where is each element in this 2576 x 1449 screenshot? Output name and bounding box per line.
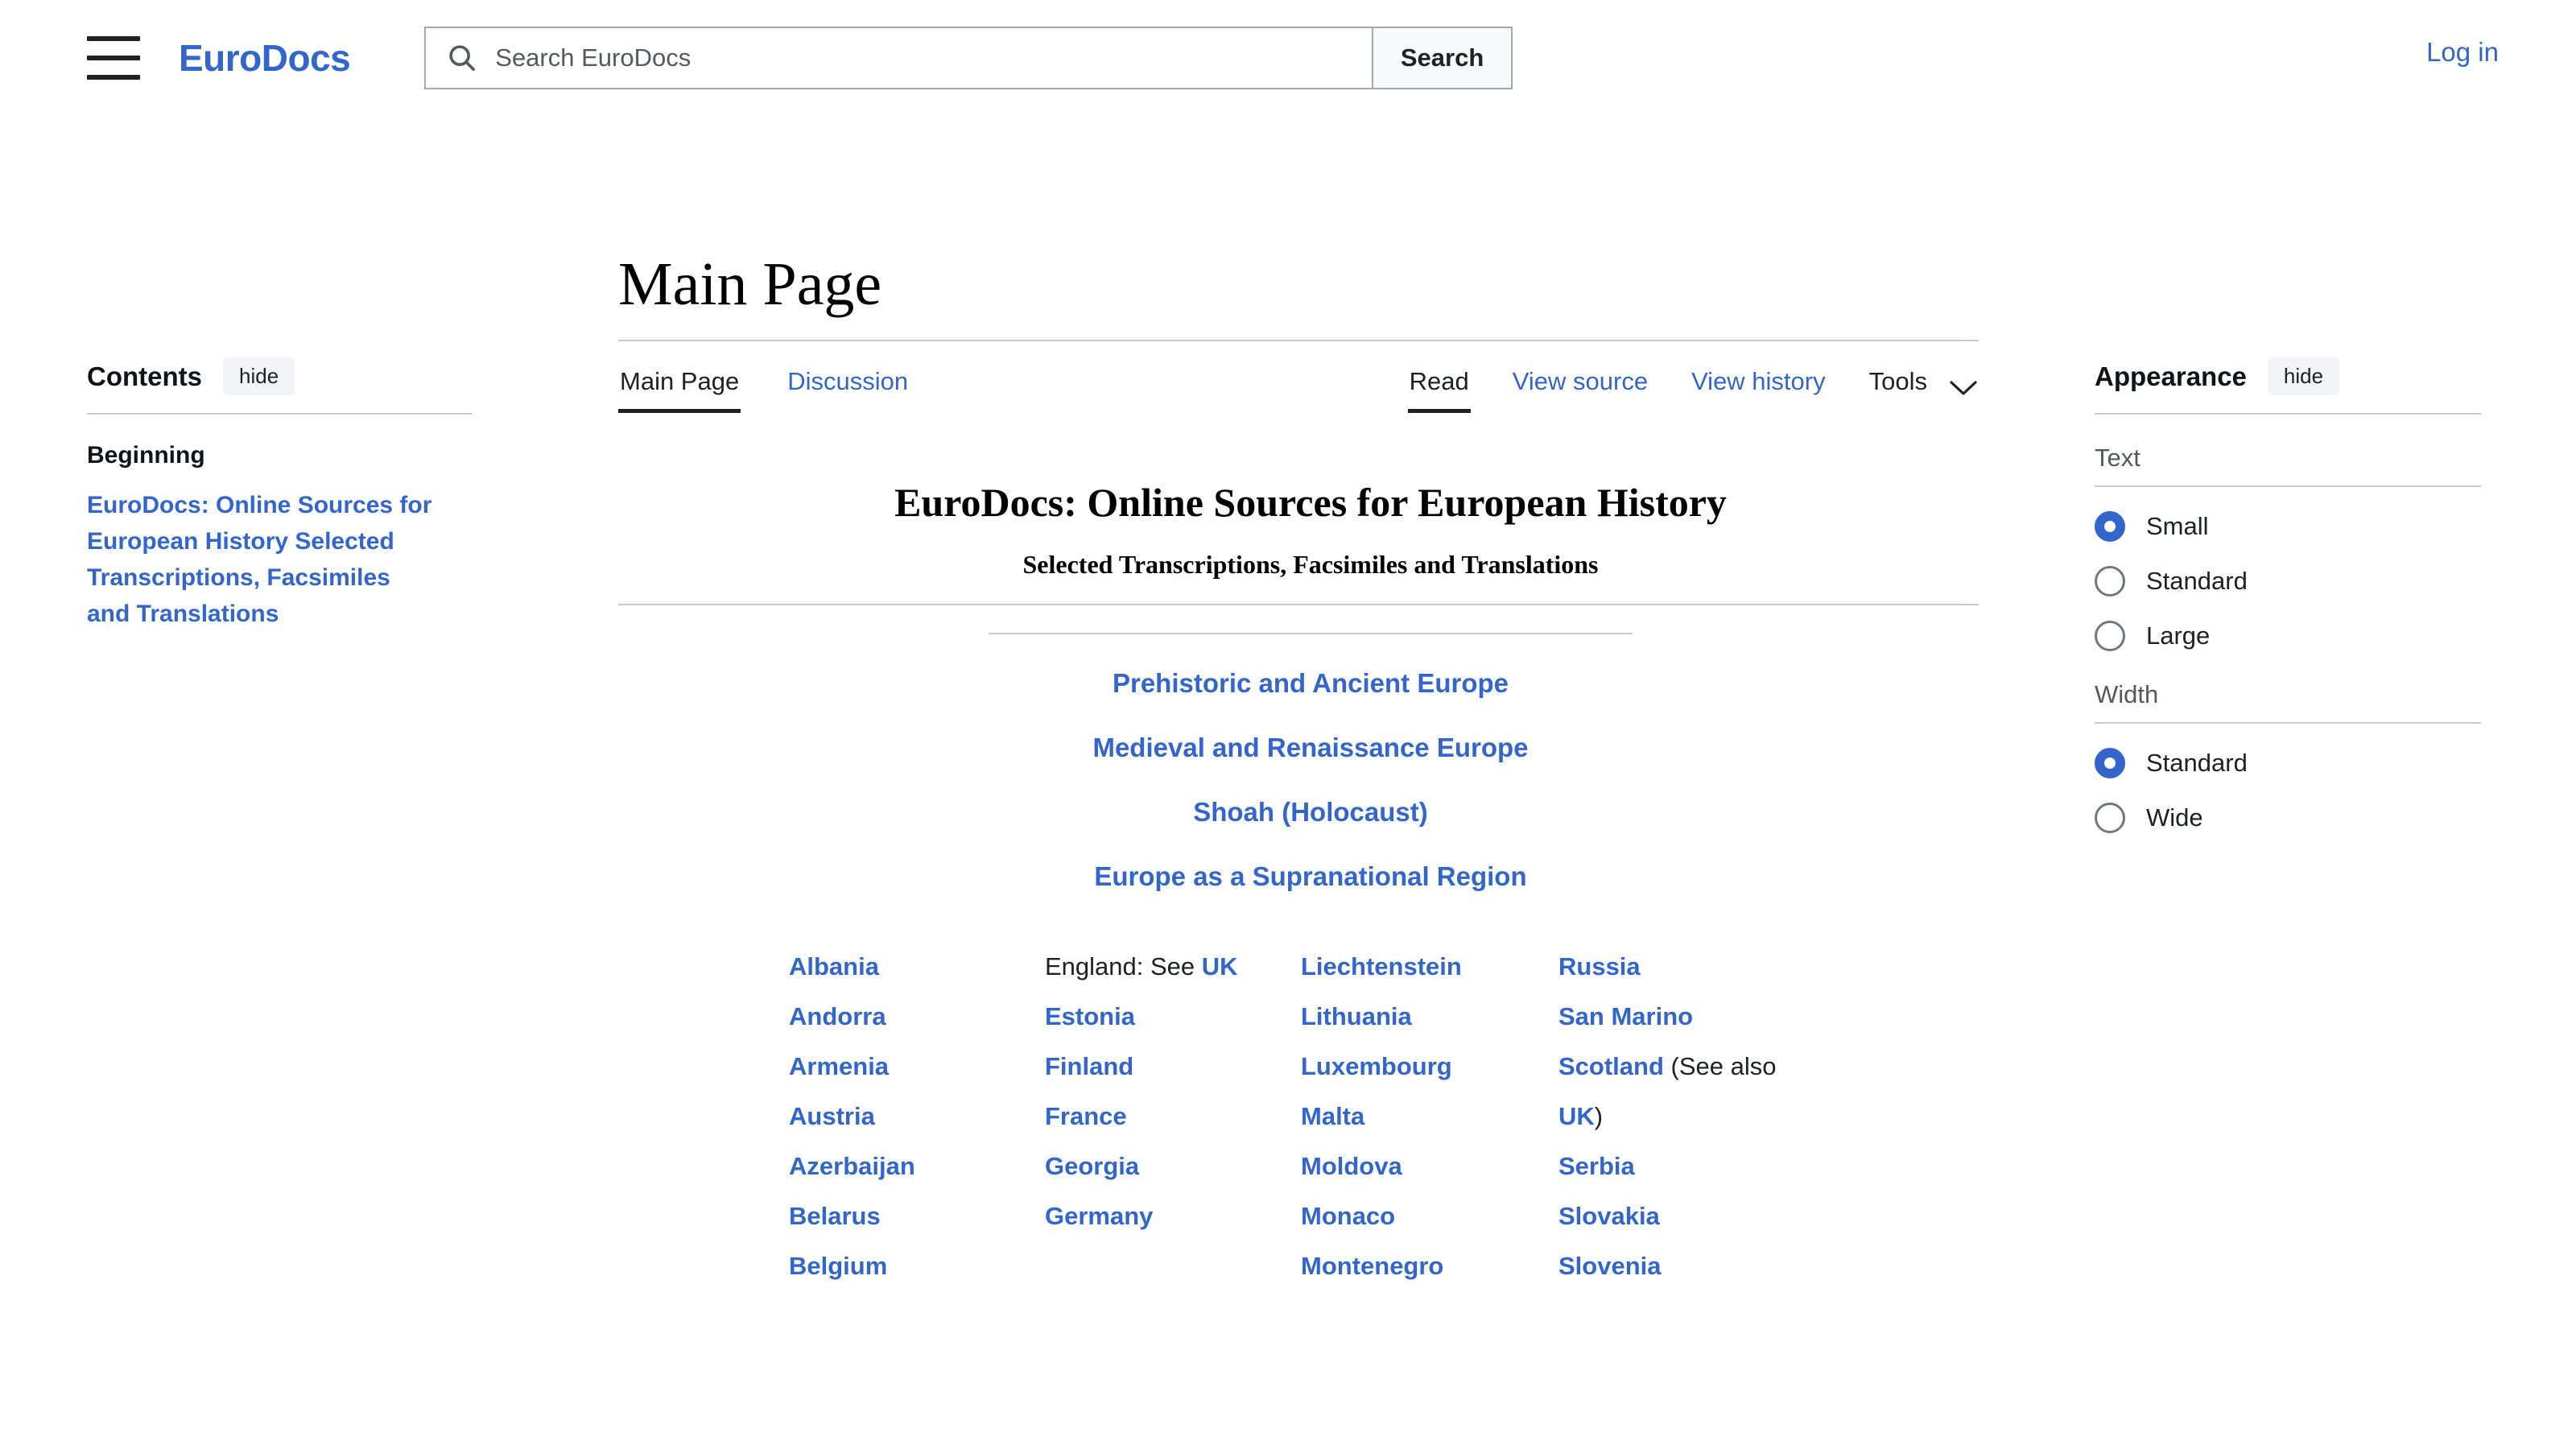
country-item: [1558, 1141, 1816, 1191]
toc-section-beginning: Beginning: [87, 442, 205, 469]
radio-icon-standard[interactable]: [2095, 566, 2125, 597]
hamburger-bar: [87, 36, 140, 41]
country-link-azerbaijan[interactable]: Azerbaijan: [789, 1151, 915, 1180]
tab-discussion[interactable]: Discussion: [787, 366, 909, 395]
country-item: [1301, 1141, 1558, 1191]
text-size-option-standard[interactable]: [2095, 566, 2576, 597]
country-link-luxembourg[interactable]: Luxembourg: [1301, 1051, 1452, 1080]
country-item: [1301, 1042, 1558, 1092]
appearance-sidebar: [2095, 116, 2576, 833]
country-item: [1045, 1191, 1301, 1241]
tools-label: Tools: [1868, 366, 1927, 395]
contents-title: Contents: [87, 361, 202, 391]
country-link-moldova[interactable]: Moldova: [1301, 1151, 1402, 1180]
country-item: [1301, 1191, 1558, 1241]
country-link-liechtenstein[interactable]: Liechtenstein: [1301, 952, 1462, 980]
text-size-option-large[interactable]: [2095, 621, 2576, 651]
radio-icon-large[interactable]: [2095, 621, 2125, 651]
width-label-wide: Wide: [2146, 803, 2203, 832]
country-link-montenegro[interactable]: Montenegro: [1301, 1251, 1444, 1280]
width-label-standard: Standard: [2146, 749, 2248, 777]
article-heading: EuroDocs: Online Sources for European History: [894, 479, 1727, 525]
width-group-label: Width: [2095, 680, 2159, 708]
country-link-estonia[interactable]: Estonia: [1045, 1001, 1135, 1030]
england-note: England: See: [1045, 952, 1195, 980]
country-item: [1301, 942, 1558, 992]
tools-menu-button[interactable]: [1868, 349, 1979, 409]
contents-hide-button[interactable]: hide: [223, 357, 295, 395]
main-content: [618, 116, 2003, 1291]
country-item: [1301, 1241, 1558, 1291]
appearance-title: Appearance: [2095, 361, 2247, 391]
country-link-monaco[interactable]: Monaco: [1301, 1201, 1396, 1230]
scotland-note: (See also: [1663, 1051, 1777, 1080]
search-button[interactable]: Search: [1372, 27, 1513, 89]
country-item-england: [1045, 942, 1301, 992]
title-divider: [618, 340, 1979, 341]
radio-icon-width-standard[interactable]: [2095, 748, 2125, 778]
toc-link-eurodocs[interactable]: EuroDocs: Online Sources for European History Selected Transcriptions, Facsimiles and Translations: [87, 492, 432, 627]
width-option-wide[interactable]: [2095, 803, 2576, 833]
country-item: [789, 1042, 1045, 1092]
page-title: Main Page: [618, 250, 882, 318]
search-icon: [447, 43, 477, 73]
hamburger-bar: [87, 75, 140, 80]
country-link-uk[interactable]: UK: [1201, 952, 1238, 980]
width-divider: [2095, 722, 2481, 724]
scotland-note-end: ): [1594, 1101, 1604, 1130]
country-item: [1045, 1092, 1301, 1141]
tab-bar: [618, 349, 1979, 413]
country-link-france[interactable]: France: [1045, 1101, 1127, 1130]
country-item: [789, 942, 1045, 992]
country-item: [1045, 992, 1301, 1042]
tab-main-page[interactable]: Main Page: [618, 349, 741, 413]
namespace-tabs: [618, 349, 910, 413]
country-link-malta[interactable]: Malta: [1301, 1101, 1365, 1130]
country-link-belarus[interactable]: Belarus: [789, 1201, 881, 1230]
search-form: [424, 27, 1513, 89]
tab-read[interactable]: Read: [1408, 349, 1471, 413]
country-item: [1558, 942, 1816, 992]
contents-header: [87, 357, 554, 413]
site-header: [0, 0, 2576, 116]
article-divider: [618, 604, 1979, 605]
country-item: [789, 992, 1045, 1042]
search-input[interactable]: [493, 43, 1372, 73]
country-item: [1301, 992, 1558, 1042]
country-link-lithuania[interactable]: Lithuania: [1301, 1001, 1412, 1030]
text-size-label-large: Large: [2146, 621, 2211, 650]
width-option-standard[interactable]: [2095, 748, 2576, 778]
chevron-down-icon: [1950, 374, 1977, 390]
section-divider: [989, 633, 1633, 634]
country-link-belgium[interactable]: Belgium: [789, 1251, 888, 1280]
country-link-albania[interactable]: Albania: [789, 952, 879, 980]
contents-sidebar: [87, 116, 554, 632]
country-column-2: [1045, 942, 1301, 1291]
page-layout: [0, 116, 2576, 1291]
login-link[interactable]: Log in: [2426, 37, 2499, 67]
country-item: [1558, 1191, 1816, 1241]
country-item: [789, 1191, 1045, 1241]
country-item-scotland: [1558, 1042, 1816, 1141]
section-link-supranational[interactable]: Europe as a Supranational Region: [1094, 861, 1527, 891]
country-link-andorra[interactable]: Andorra: [789, 1001, 886, 1030]
section-link-prehistoric[interactable]: Prehistoric and Ancient Europe: [1112, 667, 1509, 698]
country-item: [1045, 1042, 1301, 1092]
country-item: [1558, 992, 1816, 1042]
radio-icon-small[interactable]: [2095, 511, 2125, 542]
country-link-slovenia[interactable]: Slovenia: [1558, 1251, 1662, 1280]
hamburger-icon[interactable]: [87, 36, 140, 80]
country-link-georgia[interactable]: Georgia: [1045, 1151, 1140, 1180]
site-logo[interactable]: EuroDocs: [179, 37, 351, 79]
text-size-label-standard: Standard: [2146, 567, 2248, 595]
country-item: [789, 1092, 1045, 1141]
country-link-scotland[interactable]: Scotland: [1558, 1051, 1664, 1080]
country-link-slovakia[interactable]: Slovakia: [1558, 1201, 1660, 1230]
text-size-divider: [2095, 485, 2481, 487]
view-tabs: [1408, 349, 1979, 413]
hamburger-bar: [87, 56, 140, 60]
country-item: [1558, 1241, 1816, 1291]
country-link-finland[interactable]: Finland: [1045, 1051, 1134, 1080]
country-link-uk-scotland[interactable]: UK: [1558, 1101, 1595, 1130]
appearance-divider: [2095, 413, 2481, 415]
appearance-header: [2095, 357, 2576, 413]
country-column-3: [1301, 942, 1558, 1291]
country-item: [789, 1241, 1045, 1291]
text-size-option-small[interactable]: [2095, 511, 2576, 542]
country-link-armenia[interactable]: Armenia: [789, 1051, 890, 1080]
tab-view-source[interactable]: View source: [1512, 366, 1649, 395]
section-link-shoah[interactable]: Shoah (Holocaust): [1193, 796, 1428, 827]
contents-divider: [87, 413, 472, 415]
tab-view-history[interactable]: View history: [1691, 366, 1826, 395]
section-link-medieval[interactable]: Medieval and Renaissance Europe: [1092, 732, 1529, 762]
country-item: [1301, 1092, 1558, 1141]
text-size-label-small: Small: [2146, 512, 2209, 540]
country-columns: [618, 942, 2003, 1291]
appearance-hide-button[interactable]: hide: [2268, 357, 2339, 395]
country-link-serbia[interactable]: Serbia: [1558, 1151, 1635, 1180]
country-link-germany[interactable]: Germany: [1045, 1201, 1154, 1230]
country-item: [1045, 1141, 1301, 1191]
text-size-group-label: Text: [2095, 444, 2140, 472]
country-column-1: [789, 942, 1045, 1291]
country-link-austria[interactable]: Austria: [789, 1101, 875, 1130]
country-item: [789, 1141, 1045, 1191]
country-column-4: [1558, 942, 1816, 1291]
search-box[interactable]: [424, 27, 1372, 89]
country-link-russia[interactable]: Russia: [1558, 952, 1641, 980]
article-subheading: Selected Transcriptions, Facsimiles and Translations: [1022, 549, 1599, 579]
country-link-san-marino[interactable]: San Marino: [1558, 1001, 1694, 1030]
radio-icon-width-wide[interactable]: [2095, 803, 2125, 833]
